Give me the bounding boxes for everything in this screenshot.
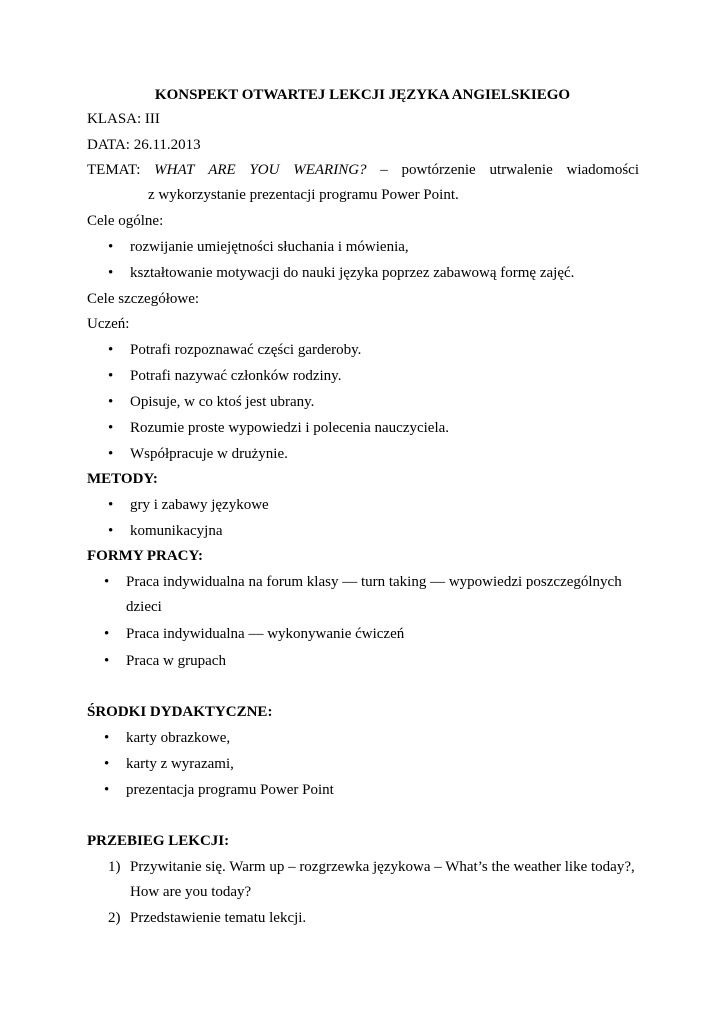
method-item: gry i zabawy językowe [130, 497, 269, 513]
student-label: Uczeń: [87, 316, 130, 332]
bullet-icon: • [108, 497, 114, 513]
bullet-icon: • [104, 782, 110, 798]
list-number: 1) [108, 859, 121, 875]
detailed-goal-item: Opisuje, w co ktoś jest ubrany. [130, 394, 315, 410]
topic-word: powtórzenie [401, 162, 476, 178]
work-form-item: Praca indywidualna — wykonywanie ćwiczeń [126, 626, 405, 642]
list-number: 2) [108, 910, 121, 926]
work-form-item-continuation: dzieci [126, 599, 162, 615]
class-line: KLASA: III [87, 111, 160, 127]
topic-word: YOU [249, 162, 280, 178]
bullet-icon: • [104, 626, 110, 642]
teaching-aid-item: karty obrazkowe, [126, 730, 231, 746]
lesson-plan-heading: PRZEBIEG LEKCJI: [87, 833, 230, 849]
detailed-goal-item: Współpracuje w drużynie. [130, 446, 288, 462]
methods-heading: METODY: [87, 471, 158, 487]
document-title: KONSPEKT OTWARTEJ LEKCJI JĘZYKA ANGIELSKIEGO [154, 87, 571, 103]
bullet-icon: • [108, 368, 114, 384]
topic-word: ARE [208, 162, 236, 178]
topic-word: – [380, 162, 388, 178]
topic-word: WEARING? [293, 162, 367, 178]
teaching-aid-item: karty z wyrazami, [126, 756, 234, 772]
bullet-icon: • [104, 653, 110, 669]
work-forms-heading: FORMY PRACY: [87, 548, 203, 564]
general-goals-heading: Cele ogólne: [87, 213, 164, 229]
bullet-icon: • [108, 342, 114, 358]
work-form-item: Praca w grupach [126, 653, 226, 669]
detailed-goal-item: Rozumie proste wypowiedzi i polecenia nauczyciela. [130, 420, 450, 436]
topic-word: wiadomości [566, 162, 639, 178]
general-goal-item: rozwijanie umiejętności słuchania i mówienia, [130, 239, 409, 255]
bullet-icon: • [108, 239, 114, 255]
topic-word: WHAT [154, 162, 195, 178]
bullet-icon: • [108, 523, 114, 539]
detailed-goals-heading: Cele szczegółowe: [87, 291, 200, 307]
work-form-item: Praca indywidualna na forum klasy — turn taking — wypowiedzi poszczególnych [126, 574, 622, 590]
general-goal-item: kształtowanie motywacji do nauki języka poprzez zabawową formę zajęć. [130, 265, 575, 281]
topic-word: utrwalenie [489, 162, 553, 178]
bullet-icon: • [108, 265, 114, 281]
topic-label: TEMAT: [87, 162, 141, 178]
teaching-aid-item: prezentacja programu Power Point [126, 782, 334, 798]
bullet-icon: • [104, 730, 110, 746]
detailed-goal-item: Potrafi nazywać członków rodziny. [130, 368, 342, 384]
topic-line [87, 161, 639, 179]
method-item: komunikacyjna [130, 523, 223, 539]
lesson-step-item: Przedstawienie tematu lekcji. [130, 910, 307, 926]
teaching-aids-heading: ŚRODKI DYDAKTYCZNE: [87, 704, 273, 720]
bullet-icon: • [108, 446, 114, 462]
date-line: DATA: 26.11.2013 [87, 137, 201, 153]
detailed-goal-item: Potrafi rozpoznawać części garderoby. [130, 342, 362, 358]
bullet-icon: • [108, 394, 114, 410]
topic-line-2: z wykorzystanie prezentacji programu Power Point. [148, 187, 459, 203]
lesson-step-item-continuation: How are you today? [130, 884, 252, 900]
bullet-icon: • [104, 756, 110, 772]
lesson-step-item: Przywitanie się. Warm up – rozgrzewka językowa – What’s the weather like today?, [130, 859, 635, 875]
bullet-icon: • [104, 574, 110, 590]
bullet-icon: • [108, 420, 114, 436]
